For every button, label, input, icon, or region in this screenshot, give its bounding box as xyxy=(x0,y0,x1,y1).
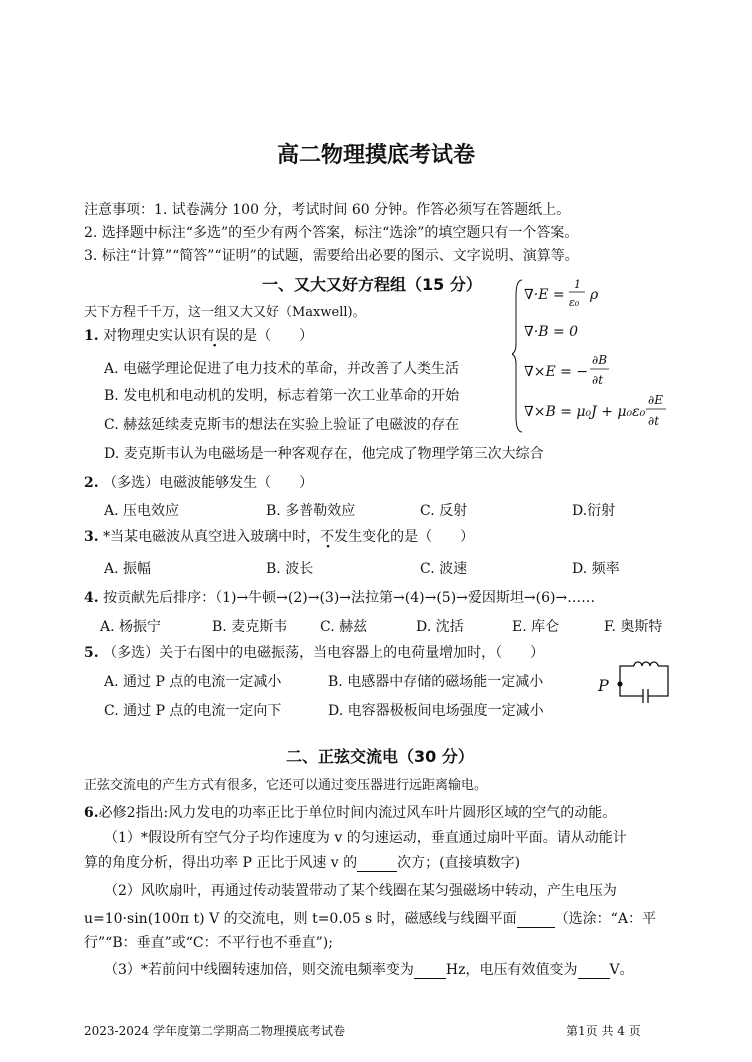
q1-option-a[interactable]: A. 电磁学理论促进了电力技术的革命，并改善了人类生活 xyxy=(104,361,460,377)
q4-number: 4. xyxy=(84,590,99,606)
maxwell-equations xyxy=(512,276,687,436)
q6-part3-text-b: Hz，电压有效值变为 xyxy=(445,962,578,978)
q6-part2-text-b: （选涂：“A：平 xyxy=(554,911,656,927)
q5-option-b[interactable]: B. 电感器中存储的磁场能一定减小 xyxy=(328,674,544,690)
circuit-label-p: P xyxy=(598,676,609,695)
q6-part2-line2 xyxy=(84,908,656,928)
eq-faraday: ∇×E = − xyxy=(524,364,589,380)
q5-number: 5. xyxy=(84,645,99,661)
q2-option-d[interactable]: D.衍射 xyxy=(572,503,616,519)
q2-option-c[interactable]: C. 反射 xyxy=(420,503,468,519)
section2-intro: 正弦交流电的产生方式有很多，它还可以通过变压器进行远距离输电。 xyxy=(84,778,488,793)
q6-part3-voltage-blank[interactable] xyxy=(578,964,610,979)
svg-text:ρ: ρ xyxy=(590,287,599,303)
q6-part2-answer-blank[interactable] xyxy=(517,913,555,928)
q4-option-a[interactable]: A. 杨振宁 xyxy=(100,619,162,635)
q1-emphasis: 有误 xyxy=(201,328,230,344)
q5-stem-text: （多选）关于右图中的电磁振荡，当电容器上的电荷量增加时，（ ） xyxy=(103,645,545,661)
svg-text:ε₀: ε₀ xyxy=(569,296,580,309)
eq-ampere: ∇×B = μ₀J + μ₀ε₀ xyxy=(524,404,646,420)
q3-stem xyxy=(84,526,474,546)
q5-option-a[interactable]: A. 通过 P 点的电流一定减小 xyxy=(104,674,282,690)
notes-line-3: 3. 标注“计算”“简答”“证明”的试题，需要给出必要的图示、文字说明、演算等。 xyxy=(84,248,579,264)
q3-option-a[interactable]: A. 振幅 xyxy=(104,561,152,577)
inductor-coil xyxy=(634,662,658,666)
svg-text:∂E: ∂E xyxy=(648,393,663,407)
q3-emphasis: 不 xyxy=(320,529,335,545)
svg-text:∂t: ∂t xyxy=(648,414,660,428)
q6-part3-frequency-blank[interactable] xyxy=(414,964,446,979)
q3-option-d[interactable]: D. 频率 xyxy=(572,561,620,577)
eq-gauss-b: ∇·B = 0 xyxy=(524,324,579,340)
q4-stem xyxy=(84,587,595,607)
q6-number: 6. xyxy=(84,805,99,821)
q4-option-f[interactable]: F. 奥斯特 xyxy=(604,619,663,635)
q3-stem-part-b: 发生变化的是（ ） xyxy=(334,529,475,545)
q1-option-d[interactable]: D. 麦克斯韦认为电磁场是一种客观存在，他完成了物理学第三次大综合 xyxy=(104,446,544,462)
footer-page-number: 第1页 共 4 页 xyxy=(566,1024,641,1038)
q4-stem-text: 按贡献先后排序：（1)→牛顿→(2)→(3)→法拉第→(4)→(5)→爱因斯坦→(6)→…… xyxy=(103,590,596,606)
q2-number: 2. xyxy=(84,475,99,491)
q2-option-b[interactable]: B. 多普勒效应 xyxy=(266,503,356,519)
notes-line-1: 注意事项：1. 试卷满分 100 分，考试时间 60 分钟。作答必须写在答题纸上。 xyxy=(84,202,571,218)
section1-heading: 一、又大又好方程组（15 分） xyxy=(262,275,482,294)
point-p-marker xyxy=(617,681,622,686)
q1-option-c[interactable]: C. 赫兹延续麦克斯韦的想法在实验上验证了电磁波的存在 xyxy=(104,417,460,433)
q1-option-b[interactable]: B. 发电机和电动机的发明，标志着第一次工业革命的开始 xyxy=(104,388,460,404)
q2-option-a[interactable]: A. 压电效应 xyxy=(104,503,180,519)
q5-option-d[interactable]: D. 电容器极板间电场强度一定减小 xyxy=(328,703,544,719)
q6-part1-text-b: 次方；(直接填数字) xyxy=(397,855,521,871)
q6-part2-line3: 行”“B：垂直”或“C：不平行也不垂直”); xyxy=(84,935,333,951)
q4-option-d[interactable]: D. 沈括 xyxy=(416,619,464,635)
q6-part2-line1: （2）风吹扇叶，再通过传动装置带动了某个线圈在某匀强磁场中转动，产生电压为 xyxy=(104,883,617,899)
q6-stem xyxy=(84,802,616,822)
q5-option-c[interactable]: C. 通过 P 点的电流一定向下 xyxy=(104,703,282,719)
q6-part2-text-a: u=10·sin(100π t) V 的交流电，则 t=0.05 s 时，磁感线与线圈平面 xyxy=(84,911,517,927)
q1-number: 1. xyxy=(84,328,99,344)
eq-gauss-e: ∇·E = xyxy=(524,287,565,303)
lc-circuit-diagram xyxy=(612,658,674,704)
section1-intro: 天下方程千千万，这一组又大又好（Maxwell)。 xyxy=(84,305,366,320)
svg-text:1: 1 xyxy=(574,278,581,291)
q3-stem-part-a: *当某电磁波从真空进入玻璃中时， xyxy=(103,529,321,545)
q3-option-b[interactable]: B. 波长 xyxy=(266,561,314,577)
q4-option-c[interactable]: C. 赫兹 xyxy=(320,619,368,635)
q6-part1-line2 xyxy=(84,852,520,872)
q4-option-b[interactable]: B. 麦克斯韦 xyxy=(212,619,288,635)
q6-part3-line xyxy=(104,959,634,979)
q4-option-e[interactable]: E. 库仑 xyxy=(512,619,560,635)
q6-stem-text: 必修2指出:风力发电的功率正比于单位时间内流过风车叶片圆形区域的空气的动能。 xyxy=(98,805,617,821)
q2-stem-text: （多选）电磁波能够发生（ ） xyxy=(103,475,314,491)
svg-text:∂t: ∂t xyxy=(592,373,604,387)
svg-text:∂B: ∂B xyxy=(592,353,608,367)
q5-stem xyxy=(84,642,544,662)
q1-stem-part-a: 对物理史实认识 xyxy=(103,328,202,344)
q6-part3-text-a: （3）*若前问中线圈转速加倍，则交流电频率变为 xyxy=(104,962,414,978)
q1-stem xyxy=(84,325,313,345)
q3-option-c[interactable]: C. 波速 xyxy=(420,561,468,577)
q3-number: 3. xyxy=(84,529,99,545)
q6-part1-answer-blank[interactable] xyxy=(357,857,397,872)
q1-stem-part-b: 的是（ ） xyxy=(229,328,314,344)
page-title: 高二物理摸底考试卷 xyxy=(276,143,475,168)
q6-part3-text-c: V。 xyxy=(609,962,634,978)
section2-heading: 二、正弦交流电（30 分） xyxy=(286,747,474,766)
q6-part1-text-a: 算的角度分析，得出功率 P 正比于风速 v 的 xyxy=(84,855,358,871)
q2-stem xyxy=(84,472,313,492)
footer-left: 2023-2024 学年度第二学期高二物理摸底考试卷 xyxy=(84,1024,345,1038)
q6-part1-line1: （1）*假设所有空气分子均作速度为 v 的匀速运动，垂直通过扇叶平面。请从动能计 xyxy=(104,830,627,846)
notes-line-2: 2. 选择题中标注“多选”的至少有两个答案，标注“选涂”的填空题只有一个答案。 xyxy=(84,225,579,241)
